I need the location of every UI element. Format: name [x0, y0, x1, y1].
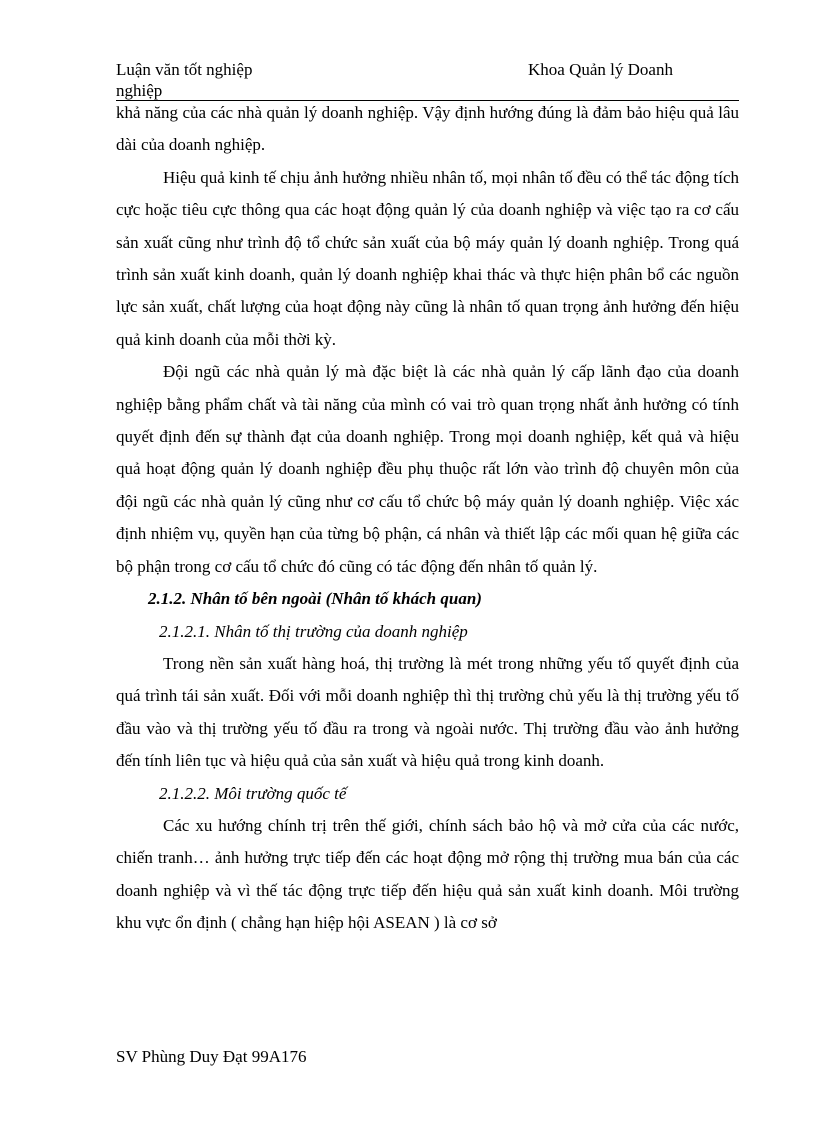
paragraph-5: Các xu hướng chính trị trên thế giới, chính sách bảo hộ và mở cửa của các nước, chiến tranh… ảnh hưởng trực tiếp đến các hoạt động mở rộng thị trường mua bán của các doanh nghiệp và vì thế tác động trực tiếp đến hiệu quả sản xuất kinh doanh. Môi trường khu vực ổn định ( chẳng hạn hiệp hội ASEAN ) là cơ sở — [116, 815, 739, 933]
header-right-title: Khoa Quản lý Doanh — [528, 60, 673, 79]
subsection-heading-2-1-2-2: 2.1.2.2. Môi trường quốc tế — [159, 783, 347, 803]
header-left-title: Luận văn tốt nghiệp nghiệp — [116, 60, 253, 100]
section-heading-2-1-2: 2.1.2. Nhân tố bên ngoài (Nhân tố khách quan) — [148, 589, 482, 609]
paragraph-3: Đội ngũ các nhà quản lý mà đặc biệt là các nhà quản lý cấp lãnh đạo của doanh nghiệp bằng phẩm chất và tài năng của mình có vai trò quan trọng nhất ảnh hưởng có tính quyết định đến sự thành đạt của doanh nghiệp. Trong mọi doanh nghiệp, kết quả và hiệu quả hoạt động quản lý doanh nghiệp đều phụ thuộc rất lớn vào trình độ chuyên môn của đội ngũ các nhà quản lý cũng như cơ cấu tổ chức bộ máy quản lý doanh nghiệp. Việc xác định nhiệm vụ, quyền hạn của từng bộ phận, cá nhân và thiết lập các mối quan hệ giữa các bộ phận trong cơ cấu tổ chức đó cũng có tác động đến nhân tố quản lý. — [116, 362, 739, 576]
paragraph-1: khả năng của các nhà quản lý doanh nghiệp. Vậy định hướng đúng là đảm bảo hiệu quả lâu dài của doanh nghiệp. — [116, 103, 739, 155]
document-body — [116, 97, 739, 940]
footer-author: SV Phùng Duy Đạt 99A176 — [116, 1047, 307, 1066]
paragraph-2: Hiệu quả kinh tế chịu ảnh hưởng nhiều nhân tố, mọi nhân tố đều có thể tác động tích cực hoặc tiêu cực thông qua các hoạt động quản lý của doanh nghiệp và việc tạo ra cơ cấu sản xuất cũng như trình độ tổ chức sản xuất của bộ máy quản lý doanh nghiệp. Trong quá trình sản xuất kinh doanh, quản lý doanh nghiệp khai thác và thực hiện phân bổ các nguồn lực sản xuất, chất lượng của hoạt động này cũng là nhân tố quan trọng ảnh hưởng đến hiệu quả kinh doanh của mỗi thời kỳ. — [116, 167, 739, 349]
paragraph-4: Trong nền sản xuất hàng hoá, thị trường là mét trong những yếu tố quyết định của quá trình tái sản xuất. Đối với mỗi doanh nghiệp thì thị trường chủ yếu là thị trường yếu tố đầu vào và thị trường yếu tố đầu ra trong và ngoài nước. Thị trường đầu vào ảnh hưởng đến tính liên tục và hiệu quả của sản xuất và hiệu quả trong kinh doanh. — [116, 653, 739, 771]
subsection-heading-2-1-2-1: 2.1.2.1. Nhân tố thị trường của doanh nghiệp — [159, 621, 468, 641]
